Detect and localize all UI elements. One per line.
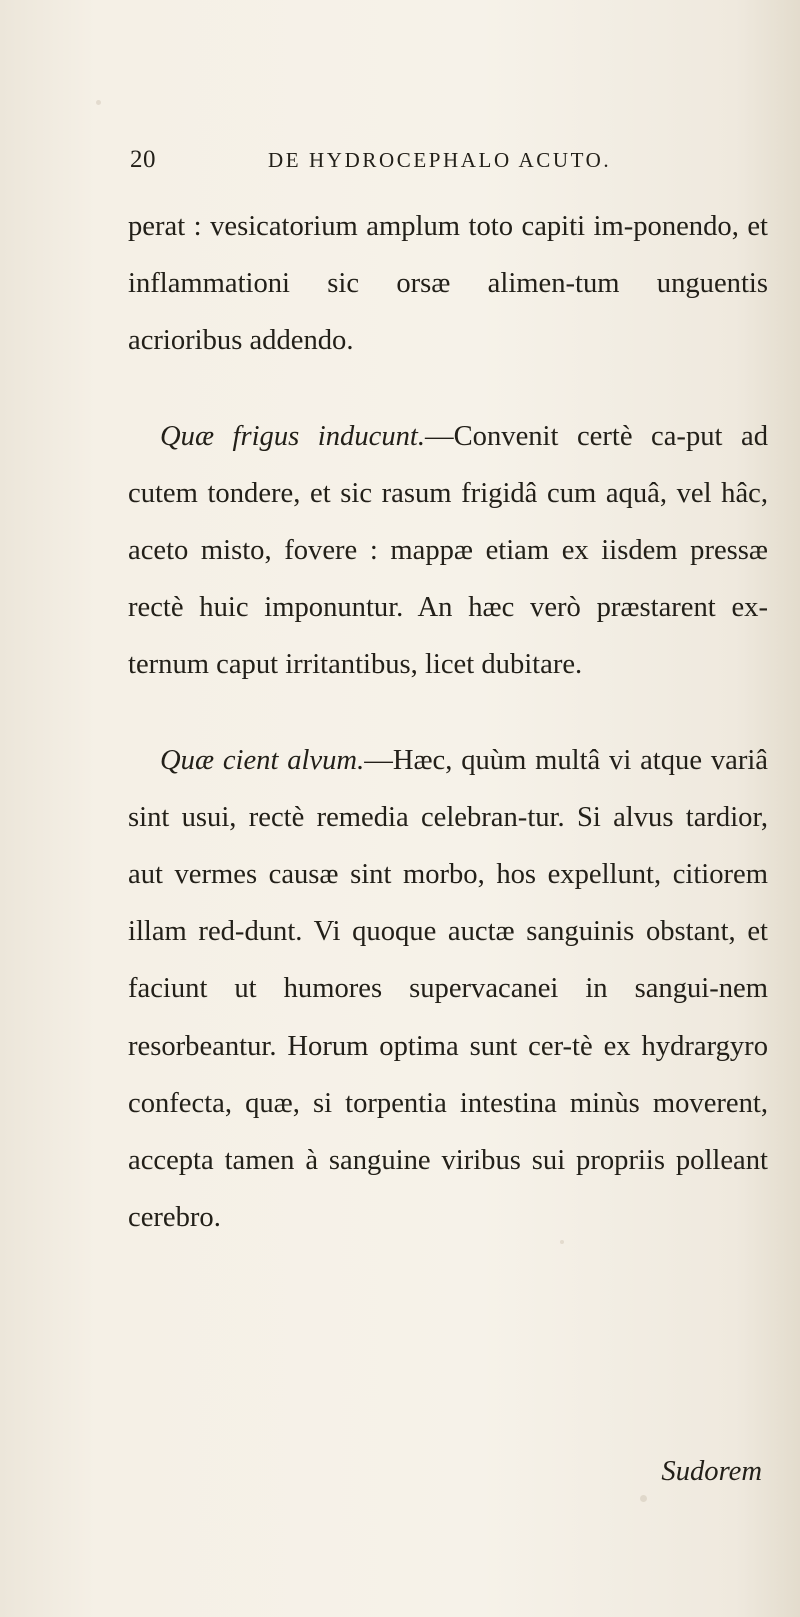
section-lead: Quæ frigus inducunt. <box>160 420 426 452</box>
paragraph-text: —Convenit certè ca-put ad cutem tondere, et sic rasum frigidâ cum aquâ, vel hâc, aceto misto, fovere : mappæ etiam ex iisdem pressæ rectè huic imponuntur. An hæc verò præstarent ex-ternum caput irritantibus, licet dubitare. <box>128 420 768 681</box>
paragraph-continuation <box>128 198 768 370</box>
paragraph-text: —Hæc, quùm multâ vi atque variâ sint usui, rectè remedia celebran-tur. Si alvus tardior, aut vermes causæ sint morbo, hos expellunt, citiorem illam red-dunt. Vi quoque auctæ sanguinis obstant, et faciunt ut humores supervacanei in sangui-nem resorbeantur. Horum optima sunt cer-tè ex hydrargyro confecta, quæ, si torpentia intestina minùs moverent, accepta tamen à sanguine viribus sui propriis polleant cerebro. <box>128 744 768 1234</box>
paper-speck <box>640 1495 647 1502</box>
body-text <box>128 198 768 1246</box>
paragraph-alvum <box>128 732 768 1247</box>
catchword: Sudorem <box>661 1456 762 1487</box>
paragraph-text: perat : vesicatorium amplum toto capiti im-ponendo, et inflammationi sic orsæ alimen-tum unguentis acrioribus addendo. <box>128 211 768 357</box>
paragraph-frigus <box>128 408 768 694</box>
running-head: DE HYDROCEPHALO ACUTO. <box>268 148 612 172</box>
section-lead: Quæ cient alvum. <box>160 744 365 776</box>
page-number: 20 <box>130 146 156 173</box>
page-header <box>130 146 770 176</box>
paper-speck <box>96 100 101 105</box>
